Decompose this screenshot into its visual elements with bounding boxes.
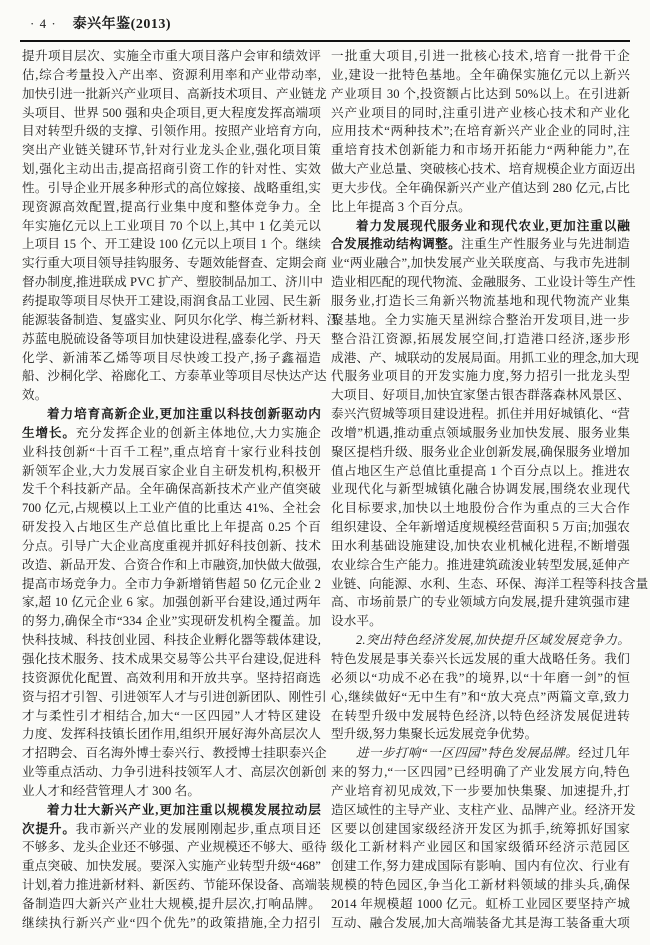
text-segment: 区要以创建国家级经济开发区为抓手,统筹抓好国家 xyxy=(331,821,630,836)
text-line xyxy=(331,104,630,123)
text-line xyxy=(22,631,321,650)
text-segment: 2014 年规模超 1000 亿元。虹桥工业园区要坚持产城 xyxy=(331,896,630,911)
text-line xyxy=(22,556,321,575)
text-segment: 业人才和经营管理人才 300 名。 xyxy=(22,783,201,798)
text-segment: 改造、新品开发、合资合作和上市融资,加快做大做强, xyxy=(22,557,321,572)
text-line xyxy=(331,217,630,236)
text-segment: 着力培育高新企业,更加注重以科技创新驱动内 xyxy=(47,407,321,422)
text-line xyxy=(22,499,321,518)
text-segment: 业“两业融合”,加快发展产业关联度高、与我市先进制 xyxy=(331,256,630,271)
text-segment: 充分发挥企业的创新主体地位,大力实施企 xyxy=(75,425,321,440)
text-line xyxy=(331,914,630,933)
text-line xyxy=(22,744,327,763)
text-segment: 经过几年 xyxy=(578,746,630,761)
text-segment: 农业综合生产能力。推进建筑疏浚业转型发展,延伸产 xyxy=(331,557,630,572)
text-line xyxy=(22,104,321,123)
text-segment: 才与柔性引才相结合,加大“一区四园”人才特区建设 xyxy=(22,708,321,723)
text-segment: 代服务业项目的开发实施力度,努力招引一批龙头型 xyxy=(331,369,630,384)
text-line xyxy=(331,330,630,349)
text-segment: 突出产业链关键环节,针对行业龙头企业,强化项目策 xyxy=(22,143,321,158)
text-body xyxy=(22,47,649,933)
text-line xyxy=(22,895,321,914)
text-line xyxy=(331,820,630,839)
text-line xyxy=(22,612,321,631)
text-line xyxy=(331,782,630,801)
header-rule xyxy=(20,40,630,42)
text-line xyxy=(22,198,321,217)
text-segment: 不够多、龙头企业还不够强、产业规模还不够大、亟待 xyxy=(22,840,327,855)
text-line xyxy=(22,122,321,141)
text-segment: 服务业,打造长三角新兴物流基地和现代物流产业集 xyxy=(331,293,630,308)
text-segment: 产业项目 30 个,投资额占比达到 50%以上。在引进新 xyxy=(331,86,630,101)
text-line xyxy=(22,462,321,481)
text-line xyxy=(331,47,630,66)
text-line xyxy=(22,838,327,857)
text-segment: 成港、产、城联动的发展局面。用抓工业的理念,加大现 xyxy=(331,350,639,365)
text-line xyxy=(22,914,321,933)
text-segment: 进一步打响“一区四园”特色发展品牌。 xyxy=(356,746,579,761)
text-segment: 注重生产性服务业与先进制造 xyxy=(461,237,630,252)
text-segment: 化目标要求,加快以土地股份合作为重点的三大合作 xyxy=(331,501,630,516)
text-segment: 着力发展现代服务业和现代农业,更加注重以融 xyxy=(356,218,630,233)
text-segment: 督办制度,推进联成 PVC 扩产、塑胶制品加工、济川中 xyxy=(22,275,324,290)
text-line xyxy=(22,518,321,537)
text-line xyxy=(22,141,321,160)
text-line xyxy=(331,518,630,537)
text-line xyxy=(331,311,630,330)
text-line xyxy=(22,876,330,895)
text-line xyxy=(22,349,321,368)
text-segment: 现资源高效配置,提高行业集中度和整体竞争力。全 xyxy=(22,199,321,214)
text-segment: 业科技创新“十百千工程”,重点培育十家行业科技创 xyxy=(22,444,321,459)
text-line xyxy=(331,198,630,217)
text-segment: 700 亿元,占规模以上工业产值的比重达 41%、全社会 xyxy=(22,501,321,516)
text-segment: 级化工新材料产业园区和国家级循环经济示范园区 xyxy=(331,840,630,855)
text-segment: 划,强化主动出击,提高招商引资工作的针对性、实效 xyxy=(22,162,321,177)
text-segment: 2.突出特色经济发展,加快提升区域发展竞争力。 xyxy=(356,633,630,648)
text-line xyxy=(331,179,630,198)
text-segment: 大项目、好项目,加快宜家堡古银杏群落森林风景区、 xyxy=(331,388,630,403)
text-line xyxy=(331,537,630,556)
text-segment: 提高市场竞争力。全市力争新增销售超 50 亿元企业 2 xyxy=(22,576,321,591)
text-line xyxy=(22,707,321,726)
text-segment: 创建工作,努力建成国际有影响、国内有位次、行业有 xyxy=(331,859,630,874)
text-line xyxy=(331,349,639,368)
text-segment: 来的努力,“一区四园”已经明确了产业发展方向,特色 xyxy=(331,765,630,780)
text-line xyxy=(331,480,630,499)
text-line xyxy=(22,254,327,273)
text-line xyxy=(331,122,630,141)
text-segment: 目对转型升级的支撑、引领作用。按照产业培育方向, xyxy=(22,124,321,139)
text-segment: 实行重大项目领导挂钩服务、专题效能督查、定期会商 xyxy=(22,256,327,271)
text-segment: 次提升。 xyxy=(22,821,76,836)
text-line xyxy=(331,254,630,273)
text-segment: 资与招才引智、引进领军人才与引进创新团队、刚性引 xyxy=(22,689,327,704)
text-line xyxy=(22,650,321,669)
text-line xyxy=(331,273,636,292)
text-segment: 一批重大项目,引进一批核心技术,培育一批骨干企 xyxy=(331,49,630,63)
text-line xyxy=(331,556,630,575)
text-line xyxy=(331,443,630,462)
text-segment: 备制造四大新兴产业壮大规模,提升层次,打响品牌。 xyxy=(22,896,321,911)
text-segment: 新领军企业,大力发展百家企业自主研发机构,积极开 xyxy=(22,463,321,478)
text-segment: 上项目 15 个、开工建设 100 亿元以上项目 1 个。继续 xyxy=(22,237,322,252)
text-line xyxy=(331,160,636,179)
text-segment: 我市新兴产业的发展刚刚起步,重点项目还 xyxy=(75,821,321,836)
text-line xyxy=(22,292,321,311)
text-line xyxy=(331,66,630,85)
text-line xyxy=(22,330,321,349)
text-line xyxy=(331,895,630,914)
text-segment: 造业相匹配的现代物流、金融服务、工业设计等生产性 xyxy=(331,275,636,290)
text-line xyxy=(22,669,321,688)
right-column xyxy=(331,47,649,933)
text-line xyxy=(22,311,340,330)
text-line xyxy=(22,782,321,801)
text-line xyxy=(331,707,630,726)
text-segment: 田水利基础设施建设,加快农业机械化进程,不断增强 xyxy=(331,538,630,553)
text-segment: 重培育技术创新能力和市场开拓能力“两种能力”,在 xyxy=(331,143,630,158)
text-segment: 性。引导企业开展多种形式的高位嫁接、战略重组,实 xyxy=(22,180,321,195)
text-segment: 业链、向能源、水利、生态、环保、海洋工程等科技含量 xyxy=(331,576,649,591)
text-line xyxy=(22,801,321,820)
text-segment: 值占地区生产总值比重提高 1 个百分点以上。推进农 xyxy=(331,463,630,478)
text-line xyxy=(22,367,327,386)
text-line xyxy=(22,725,321,744)
text-line xyxy=(331,575,649,594)
text-line xyxy=(22,66,321,85)
text-segment: 合发展推动结构调整。 xyxy=(331,237,462,252)
text-segment: 组织建设、全年新增适度规模经营面积 5 万亩;加强农 xyxy=(331,520,630,535)
text-segment: 计划,着力推进新材料、新医药、节能环保设备、高端装 xyxy=(22,878,330,893)
text-line xyxy=(22,273,324,292)
text-line xyxy=(331,292,630,311)
text-line xyxy=(331,801,636,820)
text-segment: 做大产业总量、突破核心技术、培育规模企业方面迈出 xyxy=(331,162,636,177)
text-line xyxy=(22,85,327,104)
text-line xyxy=(22,179,321,198)
text-line xyxy=(22,235,321,254)
text-line xyxy=(331,857,630,876)
text-line xyxy=(22,763,327,782)
text-segment: 化学、新浦苯乙烯等项目尽快竣工投产,扬子鑫福造 xyxy=(22,350,321,365)
text-segment: 聚基地。全力实施天星洲综合整治开发项目,进一步 xyxy=(331,312,630,327)
text-segment: 应用技术“两种技术”;在培育新兴产业企业的同时,注 xyxy=(331,124,630,139)
text-line xyxy=(22,47,321,66)
text-segment: 业等重点活动、力争引进科技领军人才、高层次创新创 xyxy=(22,765,327,780)
text-segment: 头项目、世界 500 强和央企项目,更大程度发挥高端项 xyxy=(22,105,321,120)
text-line xyxy=(22,424,321,443)
text-segment: 药提取等项目尽快开工建设,雨润食品工业园、民生新 xyxy=(22,293,321,308)
text-line xyxy=(331,405,630,424)
text-segment: 在转型升级中发展特色经济,以特色经济发展促进转 xyxy=(331,708,630,723)
text-segment: 船、沙桐化学、裕廊化工、方泰革业等项目尽快达产达 xyxy=(22,369,327,384)
text-segment: 提升项目层次、实施全市重大项目落户会审和绩效评 xyxy=(22,49,321,63)
book-title: 泰兴年鉴(2013) xyxy=(72,17,171,32)
text-segment: 业现代化与新型城镇化融合协调发展,围绕农业现代 xyxy=(331,482,630,497)
text-segment: 能源装备制造、复盛实业、阿贝尔化学、梅兰新材料、江 xyxy=(22,312,340,327)
text-line xyxy=(331,631,630,650)
text-segment: 生增长。 xyxy=(22,425,76,440)
text-line xyxy=(331,141,630,160)
text-segment: 分点。引导广大企业高度重视并抓好科技创新、技术 xyxy=(22,538,321,553)
text-line xyxy=(22,386,321,405)
text-segment: 产业培育初见成效,下一步要加快集聚、加速提升,打 xyxy=(331,783,630,798)
text-segment: 更大步伐。全年确保新兴产业产值达到 280 亿元,占比 xyxy=(331,180,630,195)
text-segment: 心,继续做好“无中生有”和“放大亮点”两篇文章,致力 xyxy=(331,689,630,704)
text-segment: 的努力,确保全市“334 企业”实现研发机构全覆盖。加 xyxy=(22,614,321,629)
text-line xyxy=(331,593,630,612)
text-segment: 效。 xyxy=(22,388,48,403)
text-line xyxy=(331,876,630,895)
text-line xyxy=(22,575,321,594)
text-line xyxy=(22,217,321,236)
text-line xyxy=(331,424,630,443)
text-line xyxy=(22,537,321,556)
text-line xyxy=(22,405,321,424)
text-line xyxy=(22,160,321,179)
left-column xyxy=(22,47,340,933)
text-segment: 业,建设一批特色基地。全年确保实施亿元以上新兴 xyxy=(331,67,630,82)
text-segment: 研发投入占地区生产总值比重比上年提高 0.25 个百 xyxy=(22,520,321,535)
text-line xyxy=(331,235,630,254)
text-segment: 重点突破、加快发展。要深入实施产业转型升级“468” xyxy=(22,859,321,874)
text-segment: 继续执行新兴产业“四个优先”的政策措施,全力招引 xyxy=(22,915,321,930)
text-segment: 型升级,努力集聚长远发展竞争优势。 xyxy=(331,727,538,742)
text-segment: 苏蓝电脱硫设备等项目加快建设进程,盛泰化学、丹天 xyxy=(22,331,321,346)
text-line xyxy=(331,838,630,857)
text-segment: 着力壮大新兴产业,更加注重以规模发展拉动层 xyxy=(47,802,321,817)
text-line xyxy=(331,85,630,104)
page-header xyxy=(30,13,171,33)
text-segment: 泰兴汽贸城等项目建设进程。抓住并用好城镇化、“营 xyxy=(331,407,630,422)
text-line xyxy=(331,744,630,763)
text-line xyxy=(22,820,321,839)
text-line xyxy=(331,725,630,744)
text-line xyxy=(22,857,321,876)
text-segment: 设水平。 xyxy=(331,614,382,629)
text-segment: 才招聘会、百名海外博士泰兴行、教授博士挂职泰兴企 xyxy=(22,746,327,761)
text-segment: 强化技术服务、技术成果交易等公共平台建设,促进科 xyxy=(22,652,321,666)
text-segment: 规模的特色园区,争当化工新材料领域的排头兵,确保 xyxy=(331,878,630,893)
text-line xyxy=(331,612,630,631)
text-segment: 发千个科技新产品。全年确保高新技术产业产值突破 xyxy=(22,482,321,497)
text-line xyxy=(22,480,321,499)
text-segment: 快科技城、科技创业园、科技企业孵化器等载体建设, xyxy=(22,633,321,648)
text-segment: 兴产业项目的同时,注重引进产业核心技术和产业化 xyxy=(331,105,630,120)
text-segment: 整合沿江资源,拓展发展空间,打造港口经济,逐步形 xyxy=(331,331,630,346)
text-segment: 年实施亿元以上工业项目 70 个以上,其中 1 亿美元以 xyxy=(22,218,321,233)
text-segment: 造区域性的主导产业、支柱产业、品牌产业。经济开发 xyxy=(331,802,636,817)
text-segment: 特色发展是事关泰兴长远发展的重大战略任务。我们 xyxy=(331,652,630,666)
text-segment: 估,综合考量投入产出率、资源利用率和产业带动率, xyxy=(22,67,321,82)
text-segment: 技资源优化配置、高效利用和开放共享。坚持招商选 xyxy=(22,670,321,685)
text-line xyxy=(331,367,630,386)
text-line xyxy=(331,386,630,405)
text-line xyxy=(331,763,630,782)
text-line xyxy=(331,462,630,481)
text-line xyxy=(22,593,321,612)
text-segment: 改增”机遇,推动重点领域服务业加快发展、服务业集 xyxy=(331,425,630,440)
text-line xyxy=(22,688,327,707)
text-segment: 聚区提档升级、服务业企业创新发展,确保服务业增加 xyxy=(331,444,630,459)
text-line xyxy=(22,443,321,462)
text-line xyxy=(331,669,630,688)
text-segment: 必须以“功成不必在我”的境界,以“十年磨一剑”的恒 xyxy=(331,670,630,685)
text-line xyxy=(331,499,630,518)
text-line xyxy=(331,650,630,669)
text-segment: 互动、融合发展,加大高端装备尤其是海工装备重大项 xyxy=(331,915,630,930)
text-segment: 力度、发挥科技镇长团作用,组织开展好海外高层次人 xyxy=(22,727,321,742)
text-segment: 比上年提高 3 个百分点。 xyxy=(331,199,471,214)
text-segment: 高、市场前景广的专业领域方向发展,提升建筑强市建 xyxy=(331,595,630,610)
page-number: · 4 · xyxy=(30,16,57,31)
text-line xyxy=(331,688,630,707)
text-segment: 家,超 10 亿元企业 6 家。加强创新平台建设,通过两年 xyxy=(22,595,321,610)
text-segment: 加快引进一批新兴产业项目、高新技术项目、产业链龙 xyxy=(22,86,327,101)
